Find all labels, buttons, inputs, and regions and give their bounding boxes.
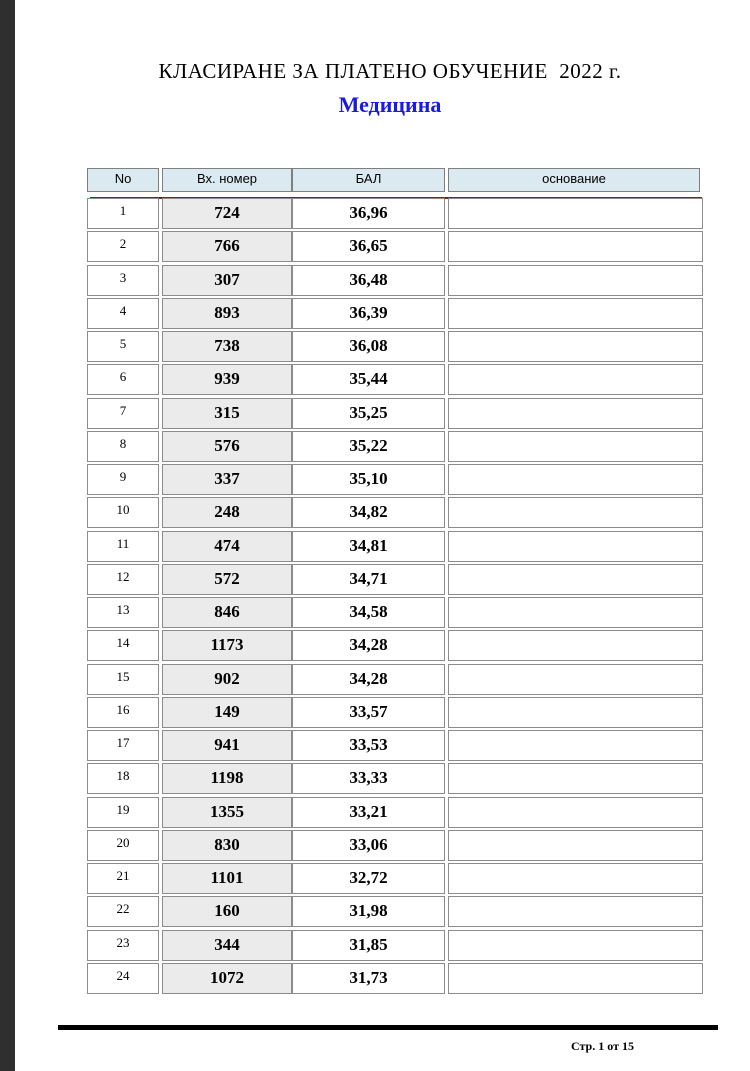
row-number-cell: 18 [87,763,159,794]
row-number-cell: 24 [87,963,159,994]
column-header-basis: основание [448,168,700,192]
basis-cell [448,763,703,794]
entry-number-cell: 1173 [162,630,292,661]
row-number-cell: 22 [87,896,159,927]
entry-number-cell: 1072 [162,963,292,994]
score-cell: 34,58 [292,597,445,628]
entry-number-cell: 248 [162,497,292,528]
score-cell: 33,53 [292,730,445,761]
table-row [0,265,750,296]
entry-number-cell: 572 [162,564,292,595]
table-row [0,863,750,894]
entry-number-cell: 846 [162,597,292,628]
table-row [0,797,750,828]
score-cell: 36,39 [292,298,445,329]
page-number: Стр. 1 от 15 [571,1039,634,1053]
score-cell: 36,48 [292,265,445,296]
entry-number-cell: 893 [162,298,292,329]
score-cell: 36,65 [292,231,445,262]
table-row [0,630,750,661]
score-cell: 31,98 [292,896,445,927]
score-cell: 36,96 [292,198,445,229]
entry-number-cell: 766 [162,231,292,262]
table-row [0,431,750,462]
row-number-cell: 1 [87,198,159,229]
row-number-cell: 16 [87,697,159,728]
score-cell: 35,25 [292,398,445,429]
entry-number-cell: 337 [162,464,292,495]
entry-number-cell: 724 [162,198,292,229]
row-number-cell: 11 [87,531,159,562]
score-cell: 34,28 [292,664,445,695]
row-number-cell: 23 [87,930,159,961]
basis-cell [448,896,703,927]
row-number-cell: 13 [87,597,159,628]
score-cell: 35,22 [292,431,445,462]
basis-cell [448,497,703,528]
row-number-cell: 6 [87,364,159,395]
basis-cell [448,963,703,994]
entry-number-cell: 315 [162,398,292,429]
table-row [0,597,750,628]
table-row [0,730,750,761]
score-cell: 31,73 [292,963,445,994]
entry-number-cell: 830 [162,830,292,861]
row-number-cell: 5 [87,331,159,362]
score-cell: 32,72 [292,863,445,894]
row-number-cell: 20 [87,830,159,861]
row-number-cell: 12 [87,564,159,595]
entry-number-cell: 1198 [162,763,292,794]
page-title: КЛАСИРАНЕ ЗА ПЛАТЕНО ОБУЧЕНИЕ 2022 г. [158,59,622,83]
table-row [0,331,750,362]
table-row [0,697,750,728]
row-number-cell: 3 [87,265,159,296]
basis-cell [448,265,703,296]
score-cell: 34,28 [292,630,445,661]
column-header-score: БАЛ [292,168,445,192]
table-row [0,497,750,528]
table-row [0,231,750,262]
row-number-cell: 8 [87,431,159,462]
score-cell: 35,44 [292,364,445,395]
table-row [0,398,750,429]
table-row [0,896,750,927]
entry-number-cell: 344 [162,930,292,961]
table-row [0,930,750,961]
table-row [0,763,750,794]
row-number-cell: 9 [87,464,159,495]
basis-cell [448,630,703,661]
row-number-cell: 15 [87,664,159,695]
row-number-cell: 21 [87,863,159,894]
basis-cell [448,431,703,462]
basis-cell [448,198,703,229]
table-row [0,564,750,595]
score-cell: 33,21 [292,797,445,828]
basis-cell [448,364,703,395]
score-cell: 34,81 [292,531,445,562]
table-row [0,963,750,994]
score-cell: 35,10 [292,464,445,495]
entry-number-cell: 576 [162,431,292,462]
basis-cell [448,863,703,894]
basis-cell [448,231,703,262]
entry-number-cell: 1101 [162,863,292,894]
row-number-cell: 14 [87,630,159,661]
footer-divider [58,1025,718,1030]
entry-number-cell: 474 [162,531,292,562]
score-cell: 33,33 [292,763,445,794]
score-cell: 33,06 [292,830,445,861]
basis-cell [448,564,703,595]
table-row [0,531,750,562]
entry-number-cell: 160 [162,896,292,927]
score-cell: 36,08 [292,331,445,362]
column-header-entry-number: Вх. номер [162,168,292,192]
basis-cell [448,830,703,861]
entry-number-cell: 939 [162,364,292,395]
row-number-cell: 2 [87,231,159,262]
basis-cell [448,664,703,695]
basis-cell [448,930,703,961]
table-row [0,664,750,695]
table-row [0,298,750,329]
table-row [0,464,750,495]
score-cell: 34,82 [292,497,445,528]
row-number-cell: 19 [87,797,159,828]
score-cell: 31,85 [292,930,445,961]
score-cell: 34,71 [292,564,445,595]
entry-number-cell: 902 [162,664,292,695]
entry-number-cell: 941 [162,730,292,761]
entry-number-cell: 738 [162,331,292,362]
basis-cell [448,398,703,429]
basis-cell [448,464,703,495]
basis-cell [448,331,703,362]
basis-cell [448,531,703,562]
basis-cell [448,797,703,828]
basis-cell [448,730,703,761]
entry-number-cell: 307 [162,265,292,296]
entry-number-cell: 149 [162,697,292,728]
row-number-cell: 4 [87,298,159,329]
row-number-cell: 7 [87,398,159,429]
table-row [0,364,750,395]
entry-number-cell: 1355 [162,797,292,828]
basis-cell [448,697,703,728]
page-subtitle: Медицина [338,92,442,117]
table-row [0,198,750,229]
basis-cell [448,298,703,329]
column-header-no: No [87,168,159,192]
score-cell: 33,57 [292,697,445,728]
row-number-cell: 10 [87,497,159,528]
table-row [0,830,750,861]
row-number-cell: 17 [87,730,159,761]
basis-cell [448,597,703,628]
